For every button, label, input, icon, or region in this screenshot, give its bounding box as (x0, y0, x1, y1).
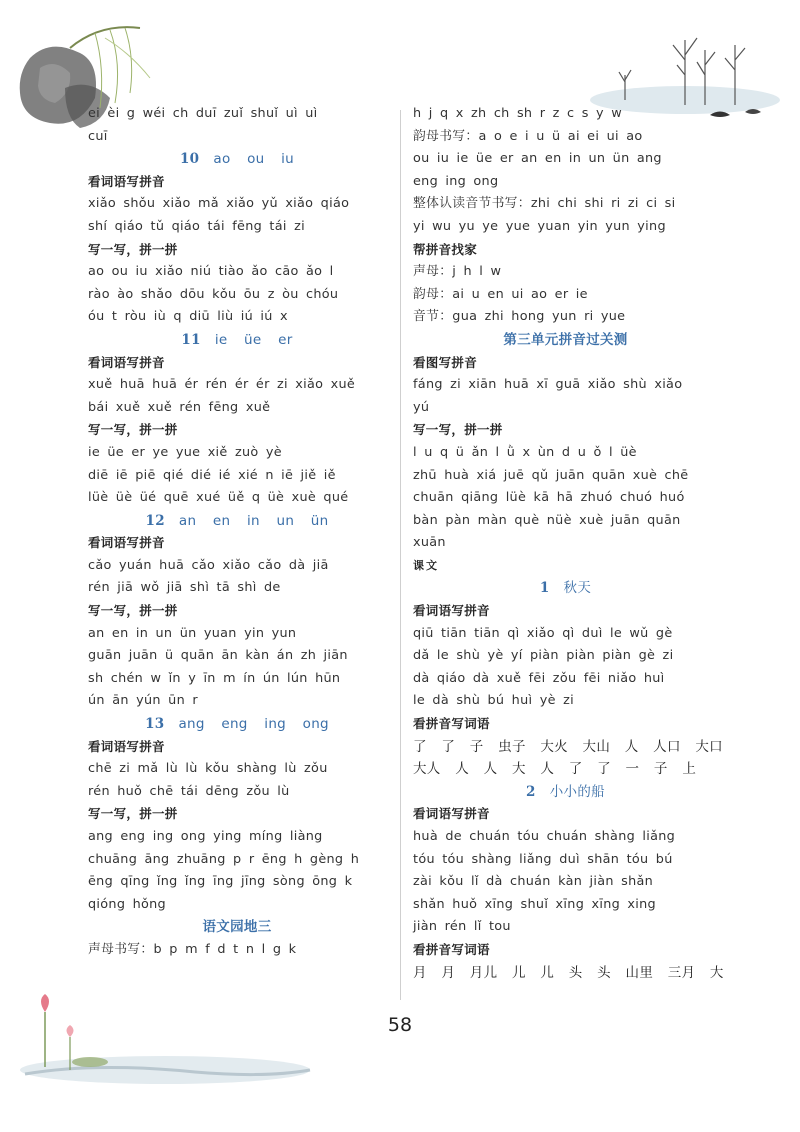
answer-pinyin-line: ún ān yún ūn r (88, 693, 198, 709)
answer-pinyin-line: fáng zi xiān huā xī guā xiǎo shù xiǎo (413, 377, 683, 393)
answer-pinyin-line: qiū tiān tiān qì xiǎo qì duì le wǔ gè (413, 625, 673, 641)
answer-pinyin-line: bàn pàn màn què nüè xuè juān quān (413, 512, 681, 528)
answer-pinyin-line: cuī (88, 128, 108, 144)
exercise-heading: 看拼音写词语 (413, 941, 490, 957)
answer-pinyin-line: diē iē piē qié dié ié xié n iē jiě iě (88, 467, 336, 483)
answer-pinyin-line: cǎo yuán huā cǎo xiǎo cǎo dà jiā (88, 557, 329, 573)
lesson-number: 1 (539, 580, 550, 597)
lesson-title-text: 秋天 (563, 580, 592, 597)
answer-pinyin-line: xuān (413, 535, 446, 551)
answer-pinyin-line: xiǎo shǒu xiǎo mǎ xiǎo yǔ xiǎo qiáo (88, 196, 350, 212)
answer-pinyin-line: ao ou iu xiǎo niú tiào ǎo cāo ǎo l (88, 264, 334, 280)
answer-pinyin-line: 韵母书写：a o e i u ü ai ei ui ao (413, 128, 643, 144)
answer-pinyin-line: ei èi g wéi ch duī zuǐ shuǐ uì uì (88, 106, 318, 121)
answer-pinyin-line: yi wu yu ye yue yuan yin yun ying (413, 218, 666, 234)
answer-pinyin-line: ang eng ing ong ying míng liàng (88, 829, 323, 844)
answer-pinyin-line: le dà shù bú huì yè zi (413, 693, 575, 709)
answer-pinyin-line: chuān qiāng lüè kā hā zhuó chuó huó (413, 490, 685, 506)
answer-words-line: 月 月 月儿 儿 儿 头 头 山里 三月 大 (413, 964, 724, 981)
answer-pinyin-line: ēng qīng ǐng ǐng īng jīng sòng ōng k (88, 874, 353, 890)
answer-pinyin-line: zhū huà xiá juē qǔ juān quān xuè chē (413, 467, 689, 483)
answer-pinyin-line: dǎ le shù yè yí piàn piàn piàn gè zi (413, 648, 674, 664)
exercise-heading: 帮拼音找家 (413, 241, 478, 257)
lesson-title (88, 510, 386, 533)
answer-pinyin-line: sh chén w ǐn y īn m ín ún lún hūn (88, 670, 341, 686)
answer-pinyin-line: shí qiáo tǔ qiáo tái fēng tái zi (88, 218, 305, 234)
lesson-title-text: ao ou iu (213, 151, 295, 168)
answer-pinyin-line: rén jiā wǒ jiā shì tā shì de (88, 580, 281, 596)
answer-words-line: 了 了 子 虫子 大火 大山 人 人口 大口 (413, 738, 723, 755)
answer-pinyin-line: dà qiáo dà xuě fēi zǒu fēi niǎo huì (413, 670, 665, 686)
exercise-heading: 看拼音写词语 (413, 716, 490, 732)
lesson-title-text: 小小的船 (549, 783, 605, 800)
exercise-heading: 看词语写拼音 (88, 738, 165, 754)
answer-pinyin-line: guān juān ü quān ān kàn án zh jiān (88, 648, 348, 664)
answer-pinyin-line: huà de chuán tóu chuán shàng liǎng (413, 829, 676, 844)
answer-pinyin-line: zài kǒu lǐ dà chuán kàn jiàn shǎn (413, 874, 654, 890)
exercise-heading: 写一写，拼一拼 (88, 603, 178, 619)
lesson-title-text: ang eng ing ong (178, 716, 329, 733)
lesson-number: 11 (181, 331, 201, 348)
answer-pinyin-line: ie üe er ye yue xiě zuò yè (88, 444, 282, 460)
answer-pinyin-line: rén huǒ chē tái dēng zǒu lù (88, 783, 290, 799)
left-column (88, 103, 386, 962)
answer-pinyin-line: lüè üè üé quē xué üě q üè xuè qué (88, 490, 349, 506)
answer-pinyin-line: qióng hǒng (88, 896, 166, 912)
exercise-heading: 看词语写拼音 (413, 603, 490, 619)
exercise-heading: 看词语写拼音 (88, 173, 165, 189)
answer-pinyin-line: tóu tóu shàng liǎng duì shān tóu bú (413, 851, 673, 867)
lotus-illustration (15, 992, 315, 1092)
exercise-heading: 看词语写拼音 (88, 535, 165, 551)
exercise-heading: 写一写，拼一拼 (88, 241, 178, 257)
answer-pinyin-line: shǎn huǒ xīng shuǐ xīng xīng xing (413, 896, 656, 912)
answer-pinyin-line: chuāng āng zhuāng p r ēng h gèng h (88, 851, 360, 867)
answer-pinyin-line: h j q x zh ch sh r z c s y w (413, 106, 623, 121)
answer-pinyin-line: yú (413, 399, 430, 415)
exercise-heading: 写一写，拼一拼 (88, 806, 178, 822)
exercise-heading: 看词语写拼音 (88, 354, 165, 370)
page-number: 58 (387, 1014, 413, 1036)
lesson-title (88, 148, 386, 171)
answer-words-line: 大人 人 人 大 人 了 了 一 子 上 (413, 761, 697, 778)
lesson-number: 2 (526, 783, 536, 800)
answer-pinyin-line: jiàn rén lǐ tou (413, 919, 511, 935)
answer-pinyin-line: 韵母：ai u en ui ao er ie (413, 286, 588, 302)
unit-title: 第三单元拼音过关测 (503, 331, 628, 348)
lesson-title-text: ie üe er (214, 331, 293, 348)
lesson-number: 13 (145, 716, 165, 733)
answer-pinyin-line: óu t ròu iù q diū liù iú iú x (88, 309, 288, 325)
answer-pinyin-line: 声母：j h l w (413, 264, 502, 280)
exercise-heading: 看词语写拼音 (413, 806, 490, 822)
exercise-heading: 写一写，拼一拼 (413, 422, 503, 438)
kewen-label: 课文 (413, 558, 439, 572)
answer-pinyin-line: rào ào shǎo dōu kǒu ōu z òu chóu (88, 286, 339, 302)
answer-pinyin-line: ou iu ie üe er an en in un ün ang (413, 151, 662, 167)
lesson-title-text: an en in un ün (178, 512, 329, 529)
column-divider (400, 110, 401, 1000)
answer-pinyin-line: bái xuě xuě rén fēng xuě (88, 399, 271, 415)
answer-pinyin-line: chē zi mǎ lù lù kǒu shàng lù zǒu (88, 761, 328, 777)
right-column (413, 103, 724, 984)
answer-pinyin-line: 声母书写：b p m f d t n l g k (88, 941, 297, 957)
answer-pinyin-line: 音节：gua zhi hong yun ri yue (413, 309, 626, 325)
lesson-title (413, 577, 718, 600)
answer-pinyin-line: xuě huā huā ér rén ér ér zi xiǎo xuě (88, 377, 356, 393)
answer-pinyin-line: eng ing ong (413, 173, 499, 189)
lesson-title (88, 329, 386, 352)
answer-pinyin-line: 整体认读音节书写：zhi chi shi ri zi ci si (413, 196, 676, 212)
lesson-number: 10 (179, 151, 200, 168)
exercise-heading: 看图写拼音 (413, 354, 478, 370)
lesson-number: 12 (145, 512, 165, 529)
answer-pinyin-line: l u q ü ǎn l ǜ x ùn d u ǒ l üè (413, 444, 637, 460)
answer-pinyin-line: an en in un ün yuan yin yun (88, 625, 297, 641)
lesson-title (88, 713, 386, 736)
lesson-title (413, 781, 718, 804)
exercise-heading: 写一写，拼一拼 (88, 422, 178, 438)
unit-title: 语文园地三 (202, 919, 272, 936)
